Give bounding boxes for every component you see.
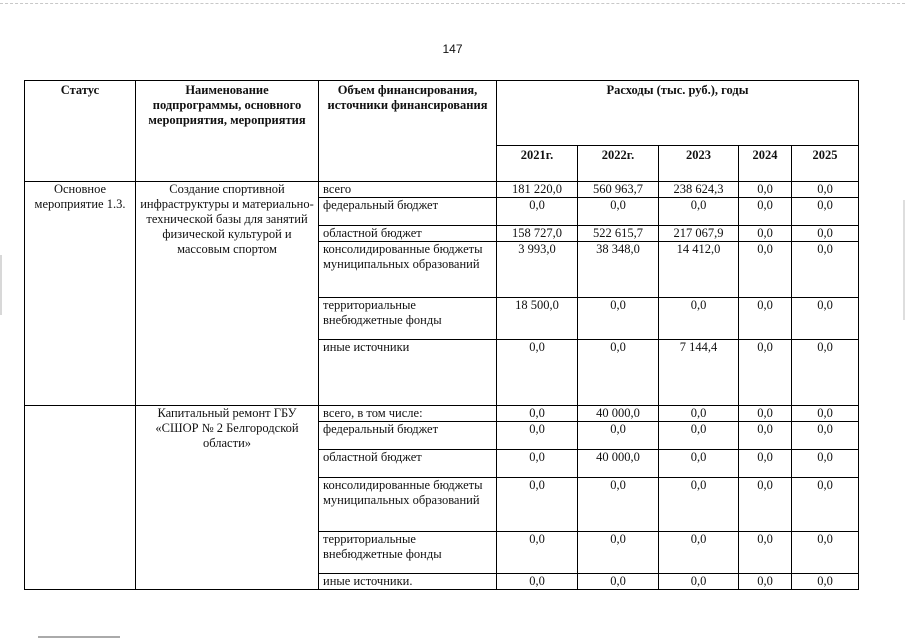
value-cell: 0,0 <box>497 478 578 532</box>
value-cell: 0,0 <box>739 422 792 450</box>
page-number: 147 <box>442 42 463 56</box>
activity-name-cell: Капитальный ремонт ГБУ «СШОР № 2 Белгородской области» <box>136 406 319 590</box>
source-cell: иные источники. <box>319 574 497 590</box>
value-cell: 18 500,0 <box>497 298 578 340</box>
value-cell: 238 624,3 <box>659 182 739 198</box>
value-cell: 0,0 <box>739 198 792 226</box>
value-cell: 0,0 <box>578 340 659 406</box>
value-cell: 560 963,7 <box>578 182 659 198</box>
value-cell: 0,0 <box>659 406 739 422</box>
value-cell: 40 000,0 <box>578 450 659 478</box>
source-cell: федеральный бюджет <box>319 422 497 450</box>
activity-name-cell: Создание спортивной инфраструктуры и материально-технической базы для занятий физической культурой и массовым спортом <box>136 182 319 406</box>
value-cell: 7 144,4 <box>659 340 739 406</box>
value-cell: 0,0 <box>792 340 859 406</box>
header-year: 2024 <box>739 146 792 182</box>
value-cell: 0,0 <box>739 226 792 242</box>
value-cell: 0,0 <box>578 198 659 226</box>
header-year: 2025 <box>792 146 859 182</box>
source-cell: иные источники <box>319 340 497 406</box>
value-cell: 0,0 <box>578 298 659 340</box>
value-cell: 0,0 <box>659 478 739 532</box>
value-cell: 217 067,9 <box>659 226 739 242</box>
header-status: Статус <box>25 81 136 182</box>
value-cell: 14 412,0 <box>659 242 739 298</box>
value-cell: 38 348,0 <box>578 242 659 298</box>
value-cell: 0,0 <box>739 298 792 340</box>
source-cell: территориальные внебюджетные фонды <box>319 298 497 340</box>
value-cell: 0,0 <box>792 242 859 298</box>
value-cell: 0,0 <box>739 574 792 590</box>
header-year: 2023 <box>659 146 739 182</box>
value-cell: 0,0 <box>792 406 859 422</box>
value-cell: 0,0 <box>792 226 859 242</box>
value-cell: 181 220,0 <box>497 182 578 198</box>
table-row <box>25 406 859 422</box>
value-cell: 0,0 <box>497 450 578 478</box>
value-cell: 0,0 <box>792 182 859 198</box>
value-cell: 0,0 <box>659 298 739 340</box>
scan-artifact <box>38 636 120 638</box>
value-cell: 0,0 <box>659 450 739 478</box>
budget-table <box>24 80 859 590</box>
header-expenses: Расходы (тыс. руб.), годы <box>497 81 859 146</box>
value-cell: 0,0 <box>792 422 859 450</box>
value-cell: 0,0 <box>739 478 792 532</box>
header-year: 2022г. <box>578 146 659 182</box>
value-cell: 40 000,0 <box>578 406 659 422</box>
source-cell: консолидированные бюджеты муниципальных образований <box>319 478 497 532</box>
source-cell: территориальные внебюджетные фонды <box>319 532 497 574</box>
value-cell: 0,0 <box>659 198 739 226</box>
value-cell: 0,0 <box>792 450 859 478</box>
value-cell: 0,0 <box>792 478 859 532</box>
value-cell: 0,0 <box>497 198 578 226</box>
value-cell: 0,0 <box>792 532 859 574</box>
source-cell: всего, в том числе: <box>319 406 497 422</box>
value-cell: 0,0 <box>497 422 578 450</box>
value-cell: 0,0 <box>659 532 739 574</box>
value-cell: 0,0 <box>659 574 739 590</box>
value-cell: 0,0 <box>578 422 659 450</box>
source-cell: федеральный бюджет <box>319 198 497 226</box>
source-cell: консолидированные бюджеты муниципальных образований <box>319 242 497 298</box>
value-cell: 0,0 <box>578 478 659 532</box>
header-year: 2021г. <box>497 146 578 182</box>
value-cell: 0,0 <box>497 340 578 406</box>
value-cell: 0,0 <box>739 406 792 422</box>
source-cell: всего <box>319 182 497 198</box>
scan-edge-line <box>0 3 905 4</box>
source-cell: областной бюджет <box>319 226 497 242</box>
status-cell: Основное мероприятие 1.3. <box>25 182 136 406</box>
value-cell: 0,0 <box>792 574 859 590</box>
value-cell: 0,0 <box>792 198 859 226</box>
value-cell: 0,0 <box>497 406 578 422</box>
header-financing: Объем финансирования, источники финансирования <box>319 81 497 182</box>
header-name: Наименование подпрограммы, основного мероприятия, мероприятия <box>136 81 319 182</box>
value-cell: 0,0 <box>497 532 578 574</box>
table-row <box>25 182 859 198</box>
value-cell: 0,0 <box>659 422 739 450</box>
status-cell <box>25 406 136 590</box>
value-cell: 0,0 <box>739 182 792 198</box>
value-cell: 3 993,0 <box>497 242 578 298</box>
value-cell: 522 615,7 <box>578 226 659 242</box>
source-cell: областной бюджет <box>319 450 497 478</box>
value-cell: 0,0 <box>578 574 659 590</box>
scan-artifact <box>0 255 2 315</box>
value-cell: 0,0 <box>792 298 859 340</box>
value-cell: 0,0 <box>578 532 659 574</box>
value-cell: 0,0 <box>739 242 792 298</box>
value-cell: 158 727,0 <box>497 226 578 242</box>
value-cell: 0,0 <box>739 450 792 478</box>
value-cell: 0,0 <box>739 532 792 574</box>
value-cell: 0,0 <box>497 574 578 590</box>
value-cell: 0,0 <box>739 340 792 406</box>
